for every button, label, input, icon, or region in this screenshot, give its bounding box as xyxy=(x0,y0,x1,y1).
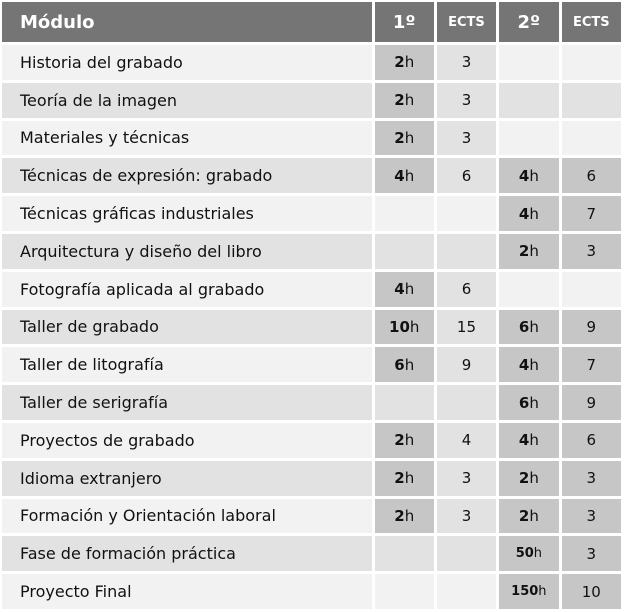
year2-ects-cell xyxy=(562,45,621,80)
module-name-cell: Taller de litografía xyxy=(2,347,372,382)
table-row xyxy=(2,158,621,193)
hours-unit: h xyxy=(404,431,415,450)
hours-unit: h xyxy=(529,393,539,412)
hours-value: 2 xyxy=(394,469,405,488)
year1-ects-cell: 3 xyxy=(437,45,496,80)
hours-value: 2 xyxy=(518,242,530,261)
hours-value: 2 xyxy=(394,53,405,72)
year2-hours-cell xyxy=(499,574,558,609)
table-row xyxy=(2,121,621,156)
module-name-cell: Idioma extranjero xyxy=(2,461,372,496)
year1-ects-cell: 9 xyxy=(437,347,496,382)
year1-ects-cell: 4 xyxy=(437,423,496,458)
module-name-cell: Proyecto Final xyxy=(2,574,372,609)
year1-hours-cell xyxy=(375,347,434,382)
hours-value: 4 xyxy=(518,166,530,185)
hours-unit: h xyxy=(404,91,415,110)
table-row xyxy=(2,310,621,345)
year2-hours-cell xyxy=(499,158,558,193)
hours-unit: h xyxy=(404,506,415,525)
year1-ects-cell: 15 xyxy=(437,310,496,345)
hours-unit: h xyxy=(404,280,415,299)
year2-hours-cell xyxy=(499,385,558,420)
year2-ects-cell: 9 xyxy=(562,310,621,345)
year1-hours-cell xyxy=(375,423,434,458)
year1-hours-cell xyxy=(375,536,434,571)
hours-unit: h xyxy=(529,166,539,185)
hours-unit: h xyxy=(529,431,539,450)
year1-ects-cell xyxy=(437,574,496,609)
table-row xyxy=(2,574,621,609)
year2-ects-cell: 3 xyxy=(562,499,621,534)
hours-unit: h xyxy=(404,355,415,374)
module-name-cell: Materiales y técnicas xyxy=(2,121,372,156)
year1-ects-cell xyxy=(437,385,496,420)
year2-ects-cell: 7 xyxy=(562,196,621,231)
hours-value: 6 xyxy=(518,317,530,336)
year2-ects-cell: 6 xyxy=(562,423,621,458)
hours-unit: h xyxy=(409,317,420,336)
module-name-cell: Arquitectura y diseño del libro xyxy=(2,234,372,269)
hours-value: 4 xyxy=(518,431,530,450)
hours-value: 4 xyxy=(518,204,530,223)
year2-ects-cell: 3 xyxy=(562,234,621,269)
year1-hours-cell xyxy=(375,310,434,345)
year1-hours-cell xyxy=(375,83,434,118)
year1-hours-cell xyxy=(375,461,434,496)
hours-unit: h xyxy=(529,506,539,525)
table-row xyxy=(2,536,621,571)
ects1-column-header: ECTS xyxy=(437,2,496,42)
ects2-column-header: ECTS xyxy=(562,2,621,42)
year2-hours-cell xyxy=(499,83,558,118)
year1-hours-cell xyxy=(375,158,434,193)
year1-ects-cell: 6 xyxy=(437,158,496,193)
hours-value: 2 xyxy=(394,431,405,450)
hours-value: 4 xyxy=(518,355,530,374)
year2-hours-cell xyxy=(499,196,558,231)
year1-hours-cell xyxy=(375,385,434,420)
year2-ects-cell: 7 xyxy=(562,347,621,382)
year2-ects-cell xyxy=(562,272,621,307)
year2-ects-cell: 10 xyxy=(562,574,621,609)
year2-hours-cell xyxy=(499,234,558,269)
table-row xyxy=(2,347,621,382)
module-name-cell: Taller de grabado xyxy=(2,310,372,345)
module-name-cell: Fase de formación práctica xyxy=(2,536,372,571)
year1-column-header: 1º xyxy=(375,2,434,42)
hours-unit: h xyxy=(533,546,543,562)
year2-ects-cell xyxy=(562,121,621,156)
module-column-header: Módulo xyxy=(2,2,372,42)
year1-hours-cell xyxy=(375,45,434,80)
year2-hours-cell xyxy=(499,121,558,156)
module-name-cell: Teoría de la imagen xyxy=(2,83,372,118)
hours-value: 4 xyxy=(394,280,405,299)
hours-unit: h xyxy=(538,584,547,600)
table-row xyxy=(2,272,621,307)
hours-unit: h xyxy=(529,469,539,488)
year1-ects-cell: 3 xyxy=(437,499,496,534)
year2-hours-cell xyxy=(499,272,558,307)
hours-value: 150 xyxy=(511,584,539,600)
hours-unit: h xyxy=(404,128,415,147)
year1-ects-cell xyxy=(437,196,496,231)
year2-ects-cell: 3 xyxy=(562,461,621,496)
hours-unit: h xyxy=(404,53,415,72)
year1-hours-cell xyxy=(375,196,434,231)
table-row xyxy=(2,83,621,118)
hours-value: 4 xyxy=(394,166,405,185)
year1-hours-cell xyxy=(375,121,434,156)
module-name-cell: Fotografía aplicada al grabado xyxy=(2,272,372,307)
year2-ects-cell: 3 xyxy=(562,536,621,571)
year1-ects-cell: 3 xyxy=(437,121,496,156)
year1-hours-cell xyxy=(375,272,434,307)
year2-hours-cell xyxy=(499,536,558,571)
table-row xyxy=(2,461,621,496)
year1-ects-cell: 3 xyxy=(437,83,496,118)
table-row xyxy=(2,423,621,458)
table-row xyxy=(2,385,621,420)
hours-value: 2 xyxy=(394,506,405,525)
hours-unit: h xyxy=(529,242,539,261)
year1-ects-cell xyxy=(437,234,496,269)
table-body xyxy=(2,45,621,609)
hours-value: 2 xyxy=(518,469,530,488)
hours-value: 2 xyxy=(394,91,405,110)
hours-value: 6 xyxy=(518,393,530,412)
table-row xyxy=(2,45,621,80)
year1-ects-cell: 3 xyxy=(437,461,496,496)
year1-hours-cell xyxy=(375,234,434,269)
hours-unit: h xyxy=(404,469,415,488)
year2-ects-cell xyxy=(562,83,621,118)
hours-value: 10 xyxy=(389,317,410,336)
year2-hours-cell xyxy=(499,461,558,496)
module-name-cell: Proyectos de grabado xyxy=(2,423,372,458)
year1-hours-cell xyxy=(375,574,434,609)
hours-unit: h xyxy=(404,166,415,185)
year2-column-header: 2º xyxy=(499,2,558,42)
year2-hours-cell xyxy=(499,45,558,80)
module-name-cell: Formación y Orientación laboral xyxy=(2,499,372,534)
year1-ects-cell xyxy=(437,536,496,571)
year2-hours-cell xyxy=(499,423,558,458)
year2-hours-cell xyxy=(499,310,558,345)
table-row xyxy=(2,234,621,269)
year2-ects-cell: 6 xyxy=(562,158,621,193)
year1-hours-cell xyxy=(375,499,434,534)
year2-ects-cell: 9 xyxy=(562,385,621,420)
module-name-cell: Técnicas gráficas industriales xyxy=(2,196,372,231)
hours-unit: h xyxy=(529,355,539,374)
table-header-row xyxy=(2,2,621,42)
year2-hours-cell xyxy=(499,499,558,534)
year1-ects-cell: 6 xyxy=(437,272,496,307)
hours-value: 2 xyxy=(394,128,405,147)
hours-unit: h xyxy=(529,204,539,223)
hours-unit: h xyxy=(529,317,539,336)
hours-value: 6 xyxy=(394,355,405,374)
table-row xyxy=(2,196,621,231)
hours-value: 50 xyxy=(515,546,534,562)
module-name-cell: Taller de serigrafía xyxy=(2,385,372,420)
table-row xyxy=(2,499,621,534)
hours-value: 2 xyxy=(518,506,530,525)
module-name-cell: Técnicas de expresión: grabado xyxy=(2,158,372,193)
module-name-cell: Historia del grabado xyxy=(2,45,372,80)
year2-hours-cell xyxy=(499,347,558,382)
